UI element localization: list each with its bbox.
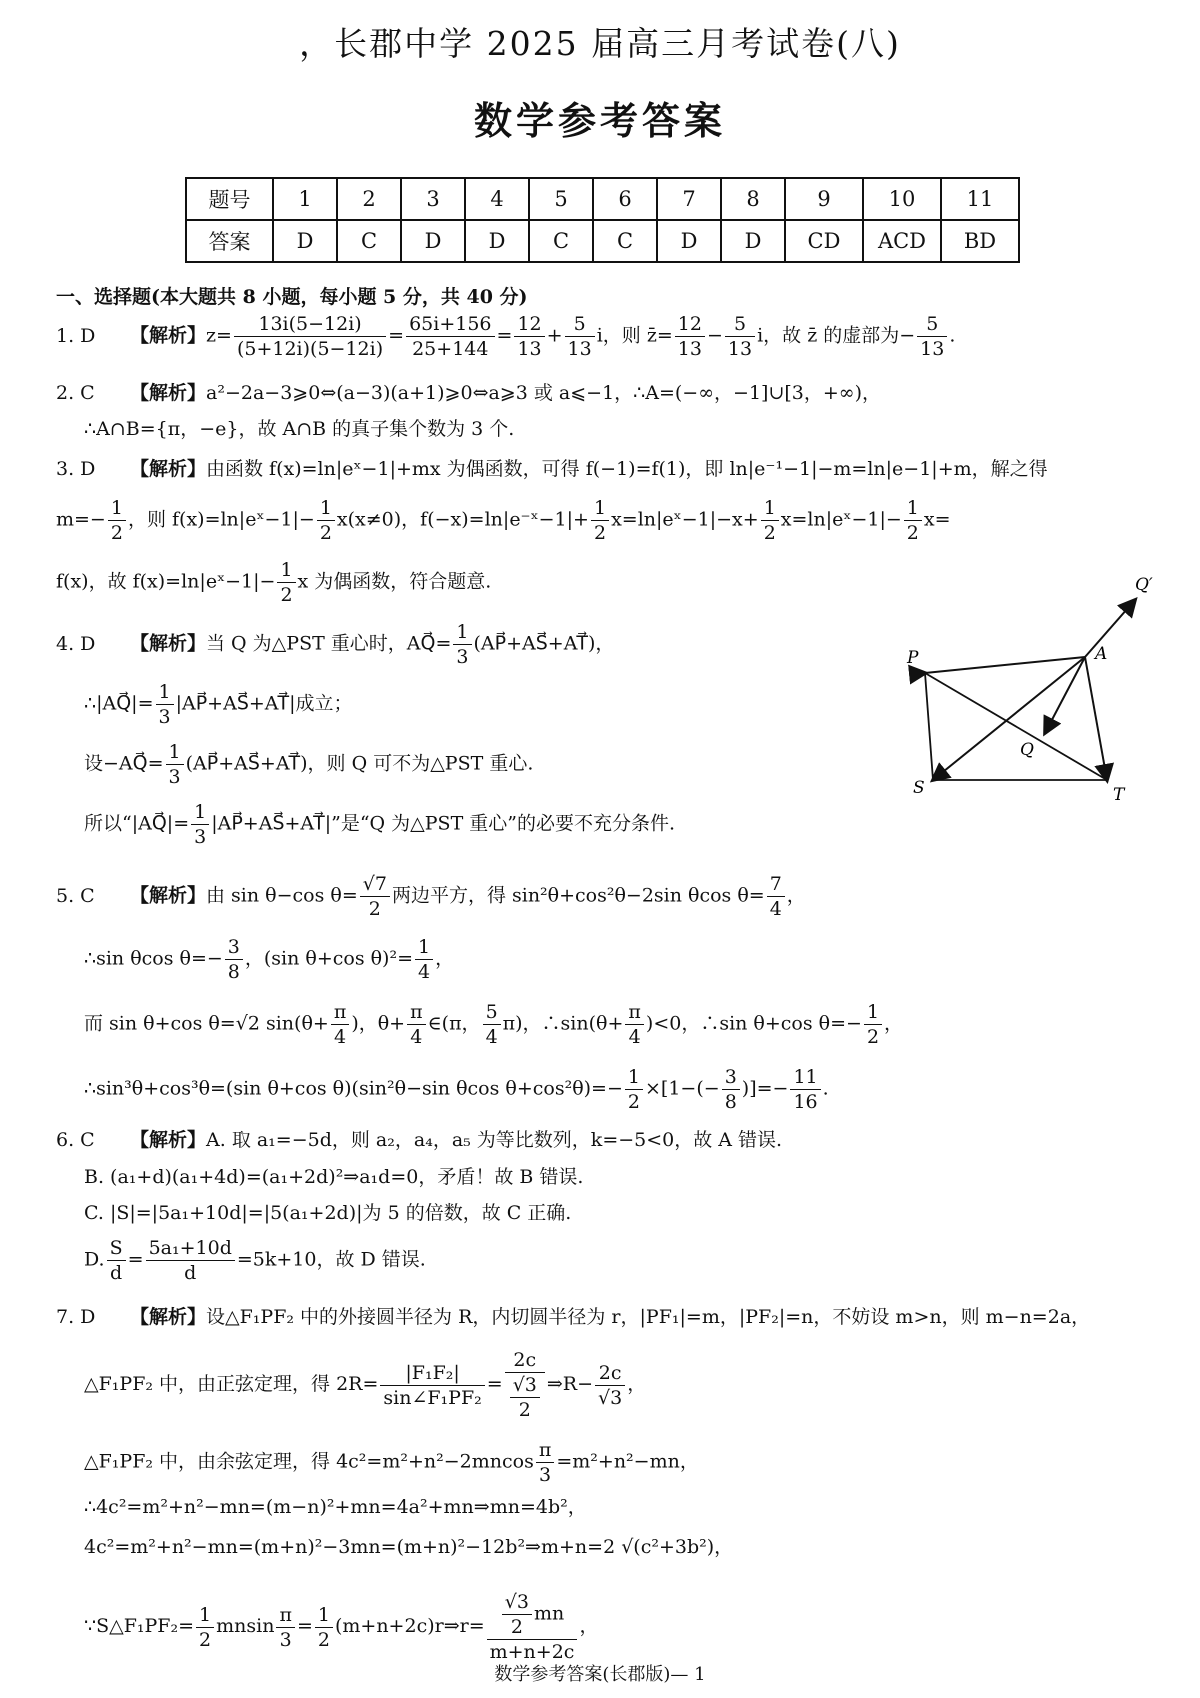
text: ∈(π，: [427, 1012, 481, 1035]
numerator: √3: [510, 1373, 540, 1398]
numerator: 1: [277, 558, 295, 583]
q7-line-1: [56, 1302, 1090, 1329]
table-cell: D: [273, 220, 337, 262]
denominator: √3: [598, 1386, 623, 1409]
q4-line-2: [84, 680, 353, 729]
fraction: [487, 1590, 578, 1664]
fraction: [625, 1000, 644, 1049]
q1-tag: 【解析】: [130, 324, 207, 347]
q4-number: 4. D: [56, 632, 96, 655]
fraction: [234, 312, 386, 361]
text: ×[1−(−: [645, 1077, 720, 1100]
text: △F₁PF₂ 中，由正弦定理，得 2R=: [84, 1373, 379, 1395]
text: ∴|AQ⃗|=: [84, 692, 154, 715]
q2-line-1: [56, 378, 881, 405]
numerator: 1: [191, 800, 209, 825]
denominator: 2: [199, 1628, 212, 1651]
denominator: 2: [593, 522, 607, 544]
table-cell: BD: [941, 220, 1019, 262]
numerator: π: [625, 1000, 644, 1025]
q2-number: 2. C: [56, 382, 95, 404]
table-cell: CD: [785, 220, 863, 262]
denominator: d: [184, 1262, 197, 1284]
text: |AP⃗+AS⃗+AT⃗|”是“Q 为△PST 重心”的必要不充分条件.: [211, 812, 676, 835]
table-cell: 2: [337, 178, 401, 220]
denominator: sin∠F₁PF₂: [383, 1386, 482, 1409]
numerator: 1: [453, 620, 471, 645]
text: π)，∴sin(θ+: [502, 1012, 624, 1035]
text: x(x≠0)，f(−x)=ln|e⁻ˣ−1|+: [336, 508, 589, 531]
denominator: 2: [510, 1616, 523, 1638]
text: △F₁PF₂ 中，由余弦定理，得 4c²=m²+n²−2mncos: [84, 1450, 534, 1473]
denominator: 4: [410, 1026, 423, 1048]
text: m=−: [56, 508, 106, 531]
answer-title: 数学参考答案: [473, 99, 726, 143]
numerator: 11: [790, 1065, 820, 1090]
denominator: m+n+2c: [489, 1641, 575, 1663]
text: (m+n+2c)r⇒r=: [334, 1615, 485, 1637]
fraction: [502, 1590, 532, 1639]
answer-table: [185, 177, 1020, 263]
fraction: [196, 1603, 214, 1652]
table-cell: C: [337, 220, 401, 262]
q6-line-1: [56, 1125, 782, 1152]
table-cell: 1: [273, 178, 337, 220]
fraction: [107, 1236, 126, 1285]
denominator: 2: [518, 1399, 531, 1421]
text: )<0，∴sin θ+cos θ=−: [645, 1012, 862, 1035]
text: )]=−: [741, 1077, 789, 1100]
fraction: [625, 1065, 643, 1114]
q1-line: [56, 312, 955, 361]
fraction: [453, 620, 471, 669]
fraction: [767, 872, 785, 921]
q6-tag: 【解析】: [130, 1129, 207, 1151]
text: =: [486, 1373, 503, 1395]
denominator: 3: [168, 766, 181, 788]
numerator: π: [331, 1000, 350, 1025]
fraction: [108, 496, 126, 545]
denominator: 2: [866, 1026, 880, 1048]
text: ∴sin θcos θ=−: [84, 947, 223, 970]
fraction: [722, 1065, 740, 1114]
text: 两边平方，得 sin²θ+cos²θ−2sin θcos θ=: [391, 884, 765, 907]
text: 由 sin θ−cos θ=: [206, 884, 358, 907]
q5-tag: 【解析】: [130, 884, 207, 907]
text: ∵S△F₁PF₂=: [84, 1615, 195, 1637]
q3-line-1: [56, 454, 1048, 481]
numerator: 1: [761, 496, 779, 521]
table-cell: C: [529, 220, 593, 262]
fraction: [406, 312, 494, 361]
table-cell: 8: [721, 178, 785, 220]
fraction: [725, 312, 755, 361]
text: =: [388, 324, 405, 347]
fraction: [277, 558, 295, 607]
text: |AP⃗+AS⃗+AT⃗|成立；: [175, 692, 353, 715]
numerator: 12: [675, 312, 705, 337]
numerator: 1: [108, 496, 126, 521]
text: x=ln|eˣ−1|−: [780, 508, 902, 531]
numerator: [487, 1590, 578, 1640]
denominator: 8: [227, 961, 240, 983]
numerator: π: [276, 1603, 295, 1628]
table-cell: D: [465, 220, 529, 262]
text: 当 Q 为△PST 重心时，AQ⃗=: [206, 632, 452, 655]
q7-line-2: [84, 1348, 646, 1422]
row-label-number: 题号: [186, 178, 273, 220]
table-cell: 10: [863, 178, 941, 220]
q7-line-3: [84, 1438, 699, 1487]
text: 设−AQ⃗=: [84, 752, 164, 775]
denominator: 4: [628, 1026, 641, 1048]
numerator: 1: [317, 496, 335, 521]
text: ，: [786, 884, 806, 907]
text: ，(sin θ+cos θ)²=: [244, 947, 414, 970]
fraction: [864, 1000, 882, 1049]
numerator: 1: [864, 1000, 882, 1025]
table-cell: 11: [941, 178, 1019, 220]
q5-line-1: [56, 872, 806, 921]
vector-as: [933, 657, 1085, 780]
fraction: [790, 1065, 820, 1114]
table-cell: D: [401, 220, 465, 262]
numerator: S: [107, 1236, 126, 1261]
fraction: [315, 1603, 333, 1652]
text: ，: [579, 1615, 599, 1637]
denominator: 13: [727, 338, 753, 360]
fraction: [331, 1000, 350, 1049]
q2-tag: 【解析】: [130, 382, 207, 404]
row-label-answer: 答案: [186, 220, 273, 262]
numerator: 1: [591, 496, 609, 521]
denominator: 4: [485, 1026, 498, 1048]
text: z=: [206, 324, 232, 347]
q4-vector-figure: [895, 575, 1155, 865]
fraction: [360, 872, 390, 921]
q6-line-2: B. (a₁+d)(a₁+4d)=(a₁+2d)²⇒a₁d=0，矛盾！故 B 错误.: [84, 1166, 584, 1188]
fraction: [146, 1236, 235, 1285]
q7-line-4: ∴4c²=m²+n²−mn=(m−n)²+mn=4a²+mn⇒mn=4b²，: [84, 1496, 587, 1518]
fraction: [514, 312, 544, 361]
fraction: [156, 680, 174, 729]
text: −: [706, 324, 723, 347]
q3-line-3: [56, 558, 491, 607]
numerator: 1: [166, 740, 184, 765]
fraction: [904, 496, 922, 545]
text: (AP⃗+AS⃗+AT⃗)，: [473, 632, 615, 655]
denominator: 4: [334, 1026, 347, 1048]
text: 所以“|AQ⃗|=: [84, 812, 190, 835]
table-cell: 6: [593, 178, 657, 220]
fraction: [380, 1361, 484, 1410]
fraction: [675, 312, 705, 361]
q6-line-4: [84, 1236, 426, 1285]
text: =5k+10，故 D 错误.: [236, 1248, 426, 1271]
text: (AP⃗+AS⃗+AT⃗)，则 Q 可不为△PST 重心.: [185, 752, 534, 775]
numerator: |F₁F₂|: [380, 1361, 484, 1386]
page-footer: 数学参考答案(长郡版)— 1: [494, 1664, 706, 1685]
fraction: [166, 740, 184, 789]
fraction: [415, 935, 433, 984]
fraction: [565, 312, 595, 361]
numerator: 3: [722, 1065, 740, 1090]
denominator: 13: [920, 338, 945, 360]
text: ，: [627, 1373, 647, 1395]
text: ，则 f(x)=ln|eˣ−1|−: [127, 508, 315, 531]
denominator: 13: [517, 338, 542, 360]
denominator: 2: [319, 522, 332, 544]
numerator: 12: [514, 312, 544, 337]
numerator: 1: [625, 1065, 643, 1090]
text: =: [496, 324, 513, 347]
fraction: [536, 1438, 555, 1487]
q3-line-2: [56, 496, 951, 545]
numerator: 1: [315, 1603, 333, 1628]
numerator: 1: [904, 496, 922, 521]
q5-number: 5. C: [56, 884, 95, 907]
denominator: 3: [456, 646, 469, 668]
text: .: [949, 324, 956, 347]
fraction: [510, 1373, 540, 1422]
denominator: 16: [793, 1091, 818, 1113]
text: A. 取 a₁=−5d，则 a₂，a₄，a₅ 为等比数列，k=−5<0，故 A 错误.: [206, 1129, 783, 1151]
table-cell: 7: [657, 178, 721, 220]
vector-aq: [1045, 657, 1085, 733]
table-cell: 3: [401, 178, 465, 220]
table-cell: 9: [785, 178, 863, 220]
q5-line-3: [84, 1000, 903, 1049]
denominator: 3: [158, 706, 171, 728]
fraction: [917, 312, 947, 361]
q7-tag: 【解析】: [130, 1306, 207, 1328]
section-heading: 一、选择题(本大题共 8 小题，每小题 5 分，共 40 分): [56, 286, 528, 308]
fraction: [317, 496, 335, 545]
table-cell: D: [657, 220, 721, 262]
denominator: 2: [110, 522, 123, 544]
denominator: [505, 1373, 545, 1422]
q7-line-6: [84, 1590, 598, 1664]
numerator: 65i+156: [406, 312, 494, 337]
label-a: A: [1095, 644, 1108, 664]
q6-line-3: C. |S|=|5a₁+10d|=|5(a₁+2d)|为 5 的倍数，故 C 正确.: [84, 1202, 572, 1224]
numerator: 7: [767, 872, 785, 897]
numerator: 3: [225, 935, 243, 960]
fraction: [276, 1603, 295, 1652]
text: +: [546, 324, 563, 347]
denominator: 8: [724, 1091, 737, 1113]
q1-number: 1. D: [56, 324, 96, 347]
numerator: √7: [360, 872, 390, 897]
q7-number: 7. D: [56, 1306, 96, 1328]
numerator: π: [536, 1438, 555, 1463]
numerator: 5: [917, 312, 947, 337]
label-p: P: [907, 648, 919, 668]
fraction: [191, 800, 209, 849]
text: .: [822, 1077, 829, 1100]
text: x=: [923, 508, 951, 531]
text: =m²+n²−mn，: [556, 1450, 699, 1473]
numerator: 2c: [595, 1361, 625, 1386]
q3-number: 3. D: [56, 458, 96, 480]
numerator: 1: [196, 1603, 214, 1628]
text: 设△F₁PF₂ 中的外接圆半径为 R，内切圆半径为 r，|PF₁|=m，|PF₂|=n，不妨设 m>n，则 m−n=2a，: [206, 1306, 1091, 1328]
denominator: 3: [279, 1628, 292, 1651]
text: i，则 z̄=: [596, 324, 673, 347]
text: mnsin: [216, 1615, 275, 1637]
q7-line-5: 4c²=m²+n²−mn=(m+n)²−3mn=(m+n)²−12b²⇒m+n=2 √(c²+3b²)，: [84, 1536, 734, 1558]
vector-at: [1085, 657, 1107, 780]
text: 由函数 f(x)=ln|eˣ−1|+mx 为偶函数，可得 f(−1)=f(1)，即 ln|e⁻¹−1|−m=ln|e−1|+m，解之得: [206, 458, 1048, 480]
denominator: 2: [906, 522, 919, 544]
fraction: [505, 1348, 545, 1422]
q5-line-2: [84, 935, 454, 984]
vector-ap: [925, 657, 1085, 673]
fraction: [483, 1000, 501, 1049]
numerator: √3: [502, 1590, 532, 1615]
text: ∴sin³θ+cos³θ=(sin θ+cos θ)(sin²θ−sin θcos θ+cos²θ)=−: [84, 1077, 623, 1100]
denominator: 25+144: [412, 338, 489, 360]
fraction: [595, 1361, 625, 1410]
label-q: Q: [1020, 740, 1034, 760]
denominator: 2: [627, 1091, 640, 1113]
denominator: 4: [769, 898, 782, 920]
denominator: 2: [368, 898, 381, 920]
text: )，θ+: [351, 1012, 406, 1035]
numerator: 1: [156, 680, 174, 705]
numerator: π: [407, 1000, 426, 1025]
text: =: [127, 1248, 144, 1271]
q4-line-4: [84, 800, 675, 849]
denominator: 2: [317, 1628, 330, 1651]
table-cell: ACD: [863, 220, 941, 262]
text: ，: [435, 947, 455, 970]
text: mn: [534, 1602, 565, 1625]
text: a²−2a−3⩾0⇔(a−3)(a+1)⩾0⇔a⩾3 或 a⩽−1，∴A=(−∞，−1]∪[3，+∞)，: [206, 382, 882, 404]
denominator: 3: [194, 826, 207, 848]
q4-line-3: [84, 740, 533, 789]
text: x 为偶函数，符合题意.: [297, 570, 492, 593]
numerator: 5: [725, 312, 755, 337]
q4-tag: 【解析】: [130, 632, 207, 655]
table-row-numbers: [186, 178, 1019, 220]
q6-number: 6. C: [56, 1129, 95, 1151]
text: 而 sin θ+cos θ=√2 sin(θ+: [84, 1012, 329, 1035]
numerator: 5: [483, 1000, 501, 1025]
denominator: d: [110, 1262, 123, 1284]
label-q-prime: Q′: [1135, 575, 1153, 595]
denominator: 2: [280, 584, 293, 606]
table-cell: C: [593, 220, 657, 262]
text: x=ln|eˣ−1|−x+: [611, 508, 759, 531]
q4-line-1: [56, 620, 614, 669]
table-cell: 5: [529, 178, 593, 220]
vector-aq-prime: [1085, 600, 1135, 657]
fraction: [225, 935, 243, 984]
fraction: [761, 496, 779, 545]
denominator: 2: [763, 522, 776, 544]
q3-tag: 【解析】: [130, 458, 207, 480]
text: ，: [884, 1012, 904, 1035]
label-s: S: [913, 778, 925, 798]
denominator: (5+12i)(5−12i): [236, 338, 384, 360]
denominator: 13: [677, 338, 702, 360]
text: D.: [84, 1248, 105, 1271]
numerator: 2c: [505, 1348, 545, 1373]
text: f(x)，故 f(x)=ln|eˣ−1|−: [56, 570, 276, 593]
fraction: [591, 496, 609, 545]
text: =: [296, 1615, 313, 1637]
numerator: 13i(5−12i): [234, 312, 386, 337]
exam-title: ，长郡中学 2025 届高三月考试卷(八): [299, 24, 901, 63]
table-cell: 4: [465, 178, 529, 220]
segment-ps: [925, 673, 933, 780]
text: i，故 z̄ 的虚部为−: [757, 324, 916, 347]
fraction: [407, 1000, 426, 1049]
text: ⇒R−: [546, 1373, 594, 1395]
numerator: 5a₁+10d: [146, 1236, 235, 1261]
label-t: T: [1113, 785, 1125, 805]
table-row-answers: [186, 220, 1019, 262]
table-cell: D: [721, 220, 785, 262]
numerator: 5: [565, 312, 595, 337]
denominator: 4: [418, 961, 431, 983]
denominator: 13: [567, 338, 592, 360]
denominator: 3: [539, 1464, 552, 1486]
q2-line-2: ∴A∩B={π，−e}，故 A∩B 的真子集个数为 3 个.: [84, 418, 515, 440]
numerator: 1: [415, 935, 433, 960]
q5-line-4: [84, 1065, 829, 1114]
